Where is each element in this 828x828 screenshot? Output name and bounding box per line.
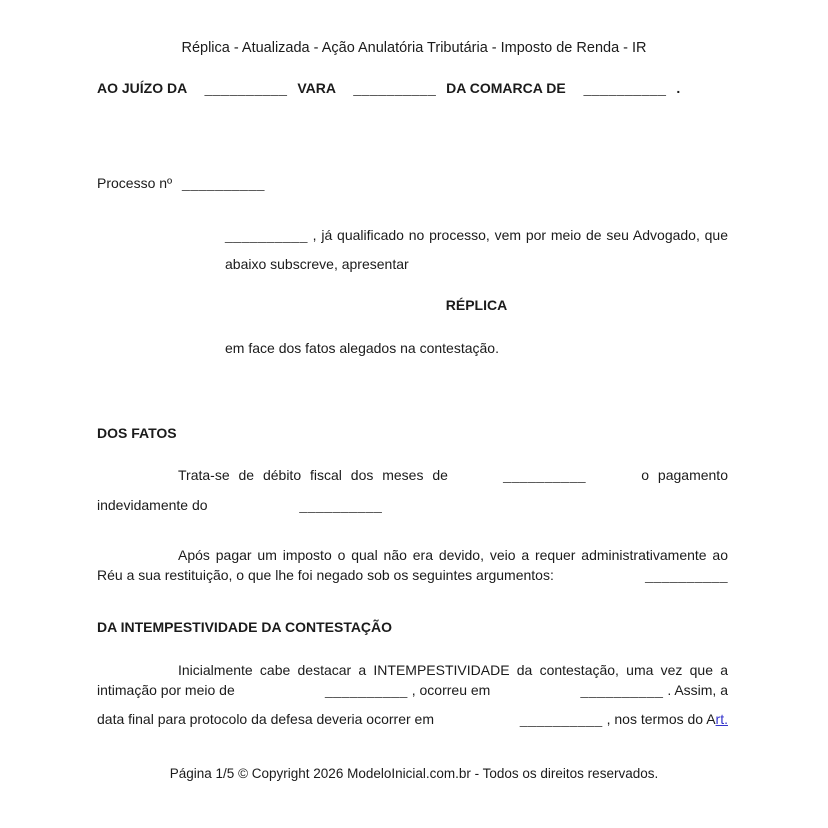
fatos-p1-text-c: indevidamente do (97, 497, 208, 513)
blank-field-comarca[interactable]: __________ (583, 80, 667, 96)
section-heading-dos-fatos: DOS FATOS (97, 425, 177, 441)
page-footer: Página 1/5 © Copyright 2026 ModeloInicial.com.br - Todos os direitos reservados. (169, 766, 659, 781)
replica-subject-line: em face dos fatos alegados na contestação. (225, 340, 499, 356)
court-address-part2: VARA (297, 80, 336, 96)
art-link[interactable]: rt. (715, 711, 728, 727)
process-number-label: Processo nº (97, 175, 173, 191)
blank-field-data-final[interactable]: __________ (519, 711, 603, 727)
intempestividade-text-e: , nos termos do A (606, 711, 716, 727)
section-heading-intempestividade: DA INTEMPESTIVIDADE DA CONTESTAÇÃO (97, 619, 393, 635)
intempestividade-text-a: intimação por meio de (97, 682, 235, 698)
blank-field-meio-intimacao[interactable]: __________ (324, 682, 408, 698)
blank-field-data-intimacao[interactable]: __________ (580, 682, 664, 698)
blank-field-tributo[interactable]: __________ (299, 497, 383, 513)
blank-field-author-name[interactable]: __________ (225, 227, 308, 243)
page-title: Réplica - Atualizada - Ação Anulatória Tributária - Imposto de Renda - IR (181, 40, 647, 56)
fatos-p1-text-b: o pagamento (641, 467, 728, 483)
intempestividade-line-3 (97, 711, 728, 728)
intro-paragraph-line-2: abaixo subscreve, apresentar (225, 256, 409, 272)
fatos-p2-text-a: Réu a sua restituição, o que lhe foi negado sob os seguintes argumentos: (97, 567, 554, 583)
court-address-part3: DA COMARCA DE (446, 80, 566, 96)
intempestividade-text-b: , ocorreu em (411, 682, 491, 698)
blank-field-vara-number[interactable]: __________ (204, 80, 288, 96)
process-number-line (97, 175, 265, 192)
blank-field-vara-name[interactable]: __________ (353, 80, 437, 96)
replica-heading: RÉPLICA (445, 297, 508, 313)
blank-field-argumentos[interactable]: __________ (645, 567, 728, 583)
intro-text-line-1: , já qualificado no processo, vem por meio de seu Advogado, que (312, 227, 729, 243)
intro-paragraph-line-1 (225, 227, 728, 244)
intempestividade-line-2 (97, 682, 728, 699)
court-address-part1: AO JUÍZO DA (97, 80, 187, 96)
blank-field-process-number[interactable]: __________ (182, 175, 265, 191)
intempestividade-line-1: Inicialmente cabe destacar a INTEMPESTIVIDADE da contestação, uma vez que a (178, 662, 728, 678)
intempestividade-text-c: . Assim, a (667, 682, 728, 698)
intempestividade-text-d: data final para protocolo da defesa deveria ocorrer em (97, 711, 434, 727)
fatos-paragraph1-line-1 (97, 467, 728, 484)
court-address-line (97, 80, 680, 97)
fatos-paragraph2-line-1: Após pagar um imposto o qual não era devido, veio a requer administrativamente ao (178, 547, 728, 563)
fatos-paragraph2-line-2 (97, 567, 728, 584)
court-address-period: . (676, 80, 681, 96)
fatos-paragraph1-line-2 (97, 497, 382, 514)
blank-field-meses[interactable]: __________ (503, 467, 587, 483)
fatos-p1-text-a: Trata-se de débito fiscal dos meses de (178, 467, 448, 483)
